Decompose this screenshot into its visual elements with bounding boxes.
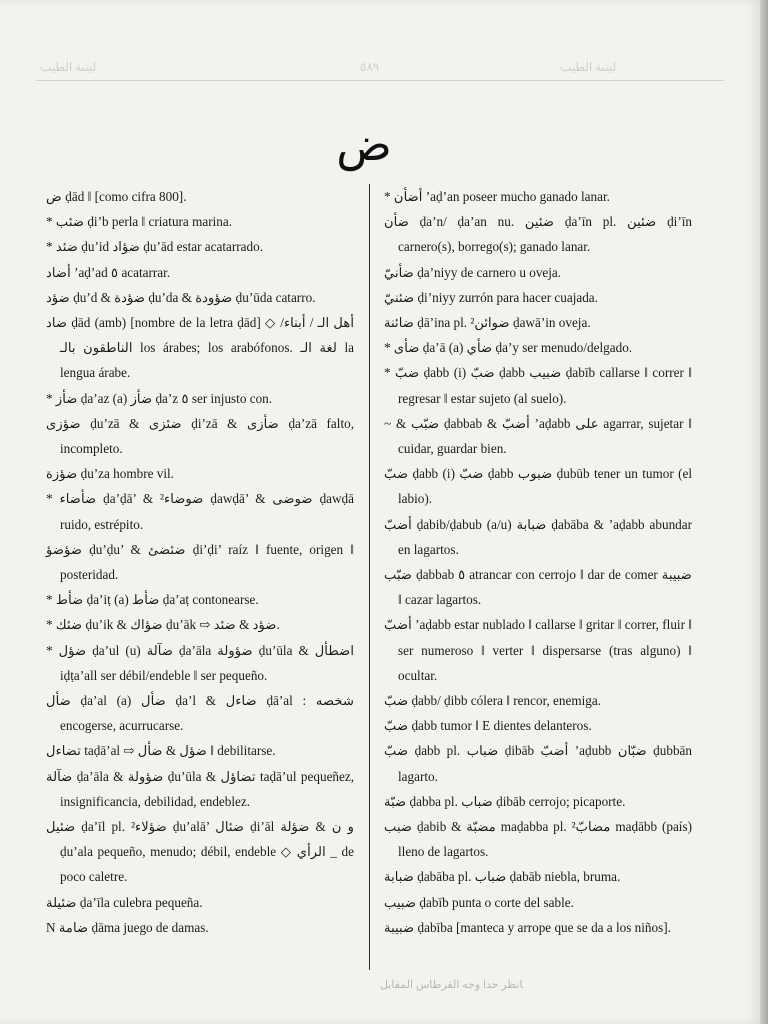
dictionary-entry: * ضئد ḍu’id ضؤاد ḍu’ād estar acatarrado. [46,239,264,255]
dictionary-entry: أضاد ’aḍ’ad ٥ acatarrar. [46,264,171,280]
dictionary-entry: أضبّ ’aḍabb estar nublado ‖ callarse ‖ gritar ‖ correr, fluir ‖ ser numeroso ‖ verter ‖ dispersarse (tras alguno) ‖ ocultar. [384,617,692,683]
dictionary-entry: تضاءل taḍā’al ⇨ ضؤل & ضأل ‖ debilitarse. [46,743,276,759]
dictionary-entry: * ضأى ḍa’ā (a) ضأي ḍa’y ser menudo/delgado. [384,340,633,356]
dictionary-entry: * ضأط ḍa’iṭ (a) ضأط ḍa’aṭ contonearse. [46,592,259,608]
dictionary-entry: * ضئك ḍu’ik & ضؤاك ḍu’āk ⇨ ضؤد & ضئد. [46,617,280,633]
dictionary-entry: * ضأضاء ḍa’ḍā’ & ضوضاء² ḍawḍā’ & ضوضى ḍawḍā ruido, estrépito. [46,491,355,532]
header-ghost-left: ﻟﻴﺘﺒﺔ ﺍﻟﻄﻴﺐ [40,60,97,74]
page-spine-edge [760,0,768,1024]
dictionary-entry: ضبّب ḍabbab ٥ atrancar con cerrojo ‖ dar de comer ضبيبة ‖ cazar lagartos. [384,567,692,608]
left-column [46,184,354,940]
dictionary-entry: ضبّ ḍabb (i) ضبّ ḍabb ضبوب ḍubūb tener un tumor (el labio). [384,466,692,507]
dictionary-entry: N ضامة ḍāma juego de damas. [46,919,209,935]
header-rule [36,80,724,81]
dictionary-entry: ضبابة ḍabāba pl. ضباب ḍabāb niebla, bruma. [384,869,621,885]
header-ghost-right: ﻟﻴﺘﺒﺔ ﺍﻟﻄﻴﺐ [560,60,617,74]
bleed-through-text: ﺎﻧﻈﺮ ﺣﺪﺍ ﻭﺟﻪ ﺍﻟﻘﺮﻃﺎﺱ ﺍﻟﻤﻘﺎﺑﻞ [380,979,523,991]
dictionary-entry: ض ḍād ‖ [como cifra 800]. [46,189,187,204]
dictionary-entry: * ضبّ ḍabb (i) ضبّ ḍabb ضبيب ḍabīb callarse ‖ correr ‖ regresar ‖ estar sujeto (al suelo). [384,365,692,406]
dictionary-entry: ضأنيّ ḍa’niyy de carnero u oveja. [384,264,562,280]
dictionary-entry: ضآلة ḍa’āla & ضؤولة ḍu’ūla & تضاؤل taḍā’ul pequeñez, insignificancia, debilidad, endeblez. [46,768,355,809]
dictionary-entry: ضؤزة ḍu’za hombre vil. [46,466,174,482]
dictionary-entry: ضبّ ḍabb pl. ضباب ḍibāb أضبّ ’aḍubb ضبّان ḍubbān lagarto. [384,743,692,784]
page-number-ghost: ٥٨٩ [360,60,380,74]
dictionary-entry: * ضأز ḍa’az (a) ضأز ḍa’z ٥ ser injusto con. [46,390,273,406]
dictionary-entry: * أضأن ’aḍ’an poseer mucho ganado lanar. [384,189,610,204]
dictionary-entry: ضئنيّ ḍi’niyy zurrón para hacer cuajada. [384,289,598,305]
dictionary-entry: ضبّة ḍabba pl. ضباب ḍibāb cerrojo; picaporte. [384,793,626,809]
dictionary-entry: ضاد ḍād (amb) [nombre de la letra ḍād] ◇ أهل الـ / أبناء/الناطقون بالـ los árabes; los arabófonos. لغة الـ la lengua árabe. [46,315,355,381]
dictionary-entry: ضبّ ḍabb/ ḍibb cólera ‖ rencor, enemiga. [384,693,602,709]
dictionary-entry: ضئيل ḍa’īl pl. ضؤلاء² ḍu’alā’ ضئال ḍi’āl و ن & ضؤلة ḍu’ala pequeño, menudo; débil, endeble ◇ الرأي _ de poco caletre. [46,819,354,885]
right-column [384,184,692,940]
dictionary-entry: * ضؤل ḍa’ul (u) ضآلة ḍa’āla ضؤولة ḍu’ūla & اضطأل iḍṭa’all ser débil/endeble ‖ ser pequeño. [46,642,354,683]
dictionary-entry: ~ & ضبّب ḍabbab & أضبّ ’aḍabb على agarrar, sujetar ‖ cuidar, guardar bien. [384,415,692,457]
dictionary-entry: ضئيلة ḍa’īla culebra pequeña. [46,894,203,910]
dictionary-entry: ضبب ḍabib & مضبّة maḍabba pl. مضابّ² maḍābb (país) lleno de lagartos. [384,819,692,860]
dictionary-entry: * ضئب ḍi’b perla ‖ criatura marina. [46,214,232,230]
section-letter: ض [336,117,392,171]
dictionary-entry: أضبّ ḍabib/ḍabub (a/u) ضبابة ḍabāba & ’aḍabb abundar en lagartos. [384,516,692,557]
dictionary-entry: ضأل ḍa’al (a) ضأل ḍa’l & ضاءل ḍā’al : شخصه encogerse, acurrucarse. [46,693,354,734]
dictionary-entry: ضائنة ḍā’ina pl. ضوائن² ḍawā’in oveja. [384,315,591,331]
column-divider [369,184,370,970]
dictionary-entry: ضؤزى ḍu’zā & ضئزى ḍi’zā & ضأزى ḍa’zā falto, incompleto. [46,415,355,457]
dictionary-entry: ضؤضؤ ḍu’ḍu’ & ضئضئ ḍi’ḍi’ raíz ‖ fuente, origen ‖ posteridad. [46,541,354,583]
dictionary-entry: ضبيب ḍabīb punta o corte del sable. [384,894,574,910]
dictionary-entry: ضبّ ḍabb tumor ‖ E dientes delanteros. [384,718,592,734]
dictionary-entry: ضبيبة ḍabība [manteca y arrope que se da a los niños]. [384,919,671,935]
dictionary-entry: ضأن ḍa’n/ ḍa’an nu. ضئين ḍa’īn pl. ضئين ḍi’īn carnero(s), borrego(s); ganado lanar. [384,214,692,255]
dictionary-entry: ضؤد ḍu’d & ضؤدة ḍu’da & ضؤودة ḍu’ūda catarro. [46,289,316,305]
